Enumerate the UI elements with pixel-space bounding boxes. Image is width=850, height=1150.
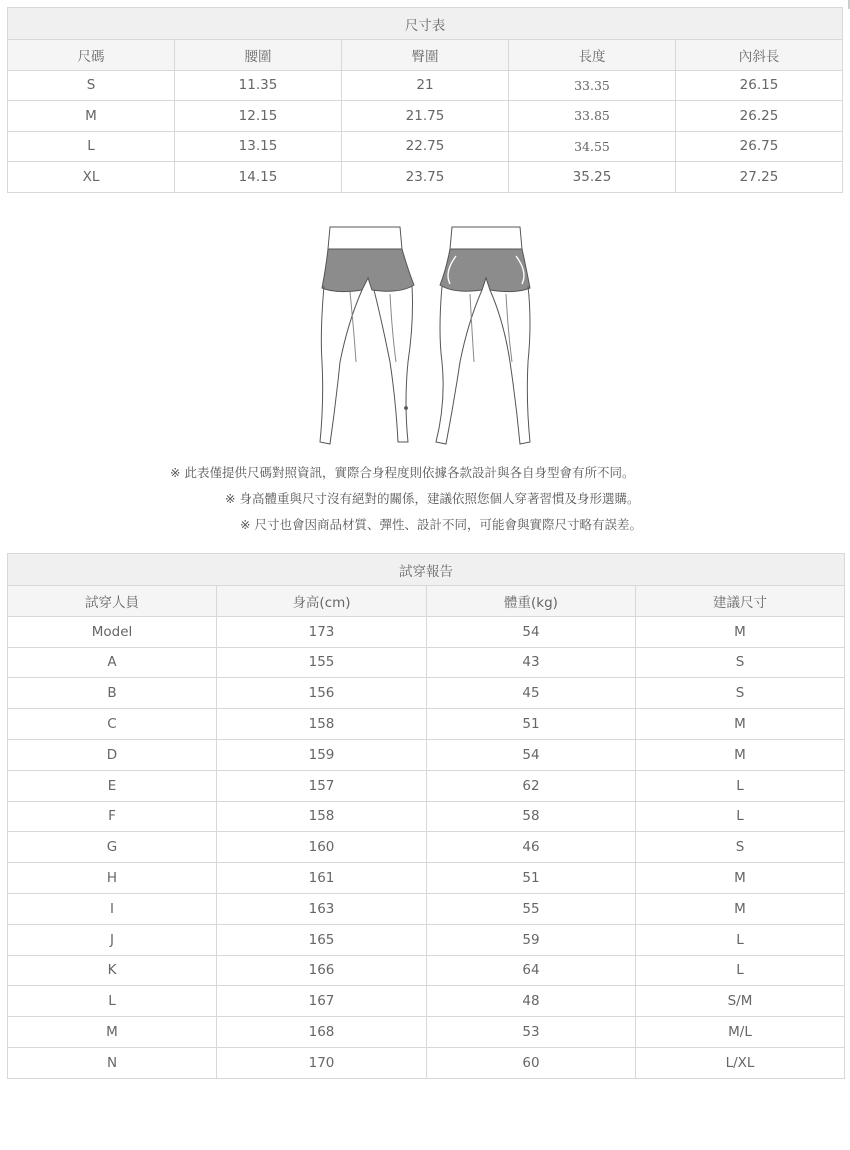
table-cell: M [8,1017,217,1048]
table-cell: 167 [217,986,427,1017]
table-cell: 155 [217,647,427,678]
table-row [8,955,845,986]
table-cell: M [636,709,845,740]
table-cell: L [636,770,845,801]
table-cell: 60 [427,1047,636,1078]
table-cell: 161 [217,863,427,894]
table-row [8,162,843,193]
size-header-cell: 長度 [509,40,676,71]
table-row [8,1047,845,1078]
table-cell: L [636,924,845,955]
size-table [7,7,843,193]
table-cell: K [8,955,217,986]
table-cell: 168 [217,1017,427,1048]
back-view-drawing [436,227,530,444]
table-cell: S [636,832,845,863]
table-cell: 53 [427,1017,636,1048]
table-cell: L [8,986,217,1017]
table-cell: 51 [427,709,636,740]
table-cell: 12.15 [175,101,342,132]
table-cell: 170 [217,1047,427,1078]
table-cell: 11.35 [175,70,342,101]
table-cell: N [8,1047,217,1078]
table-cell: M [636,616,845,647]
table-cell: 48 [427,986,636,1017]
table-cell: A [8,647,217,678]
table-cell: 156 [217,678,427,709]
table-row [8,709,845,740]
size-header-cell: 尺碼 [8,40,175,71]
table-cell: 159 [217,739,427,770]
table-row [8,616,845,647]
table-cell: L/XL [636,1047,845,1078]
table-cell: L [8,131,175,162]
tryon-header-cell: 試穿人員 [8,586,217,617]
note-line: ※ 尺寸也會因商品材質、彈性、設計不同，可能會與實際尺寸略有誤差。 [240,517,642,532]
corner-mark [843,0,850,10]
table-cell: S [8,70,175,101]
size-header-cell: 臀圍 [342,40,509,71]
table-row [8,924,845,955]
table-cell: 55 [427,893,636,924]
table-cell: 59 [427,924,636,955]
table-cell: G [8,832,217,863]
table-cell: 21.75 [342,101,509,132]
table-cell: C [8,709,217,740]
tryon-table-title: 試穿報告 [8,554,845,586]
table-cell: 26.75 [676,131,843,162]
size-table-header-row [8,40,843,71]
table-cell: 43 [427,647,636,678]
table-cell: E [8,770,217,801]
table-row [8,770,845,801]
table-row [8,131,843,162]
table-row [8,1017,845,1048]
table-row [8,893,845,924]
table-cell: 173 [217,616,427,647]
table-cell: 45 [427,678,636,709]
table-cell: I [8,893,217,924]
table-cell: 158 [217,709,427,740]
table-cell: M/L [636,1017,845,1048]
table-row [8,863,845,894]
table-cell: 54 [427,616,636,647]
table-cell: 14.15 [175,162,342,193]
tryon-table [7,553,845,1079]
table-cell: 64 [427,955,636,986]
table-cell: 163 [217,893,427,924]
table-row [8,801,845,832]
table-cell: 26.15 [676,70,843,101]
table-cell: F [8,801,217,832]
table-cell: 13.15 [175,131,342,162]
table-row [8,986,845,1017]
table-cell: 23.75 [342,162,509,193]
table-cell: L [636,955,845,986]
garment-illustration [310,222,542,450]
table-cell: B [8,678,217,709]
tryon-header-cell: 體重(kg) [427,586,636,617]
table-cell: 26.25 [676,101,843,132]
table-row [8,70,843,101]
table-cell: XL [8,162,175,193]
table-cell: S [636,647,845,678]
table-cell: M [636,863,845,894]
table-cell: M [636,893,845,924]
note-line: ※ 身高體重與尺寸沒有絕對的關係，建議依照您個人穿著習慣及身形選購。 [225,491,640,506]
table-cell: 21 [342,70,509,101]
table-cell: 27.25 [676,162,843,193]
tryon-header-cell: 建議尺寸 [636,586,845,617]
size-table-title: 尺寸表 [8,8,843,40]
table-cell: 51 [427,863,636,894]
size-header-cell: 內斜長 [676,40,843,71]
table-cell: L [636,801,845,832]
table-cell: 33.85 [509,101,676,132]
table-cell: 46 [427,832,636,863]
table-cell: Model [8,616,217,647]
table-cell: 166 [217,955,427,986]
table-cell: S/M [636,986,845,1017]
table-cell: 58 [427,801,636,832]
table-cell: 62 [427,770,636,801]
table-cell: 35.25 [509,162,676,193]
table-cell: H [8,863,217,894]
note-line: ※ 此表僅提供尺碼對照資訊，實際合身程度則依據各款設計與各自身型會有所不同。 [170,465,635,480]
table-row [8,647,845,678]
table-cell: 165 [217,924,427,955]
tryon-table-header-row [8,586,845,617]
table-cell: 33.35 [509,70,676,101]
table-cell: 34.55 [509,131,676,162]
table-row [8,101,843,132]
front-view-drawing [320,227,414,444]
size-header-cell: 腰圍 [175,40,342,71]
table-row [8,832,845,863]
tryon-header-cell: 身高(cm) [217,586,427,617]
table-cell: 160 [217,832,427,863]
table-row [8,739,845,770]
table-cell: 22.75 [342,131,509,162]
table-row [8,678,845,709]
table-cell: M [636,739,845,770]
table-cell: S [636,678,845,709]
table-cell: M [8,101,175,132]
table-cell: 158 [217,801,427,832]
table-cell: 157 [217,770,427,801]
table-cell: J [8,924,217,955]
table-cell: D [8,739,217,770]
table-cell: 54 [427,739,636,770]
